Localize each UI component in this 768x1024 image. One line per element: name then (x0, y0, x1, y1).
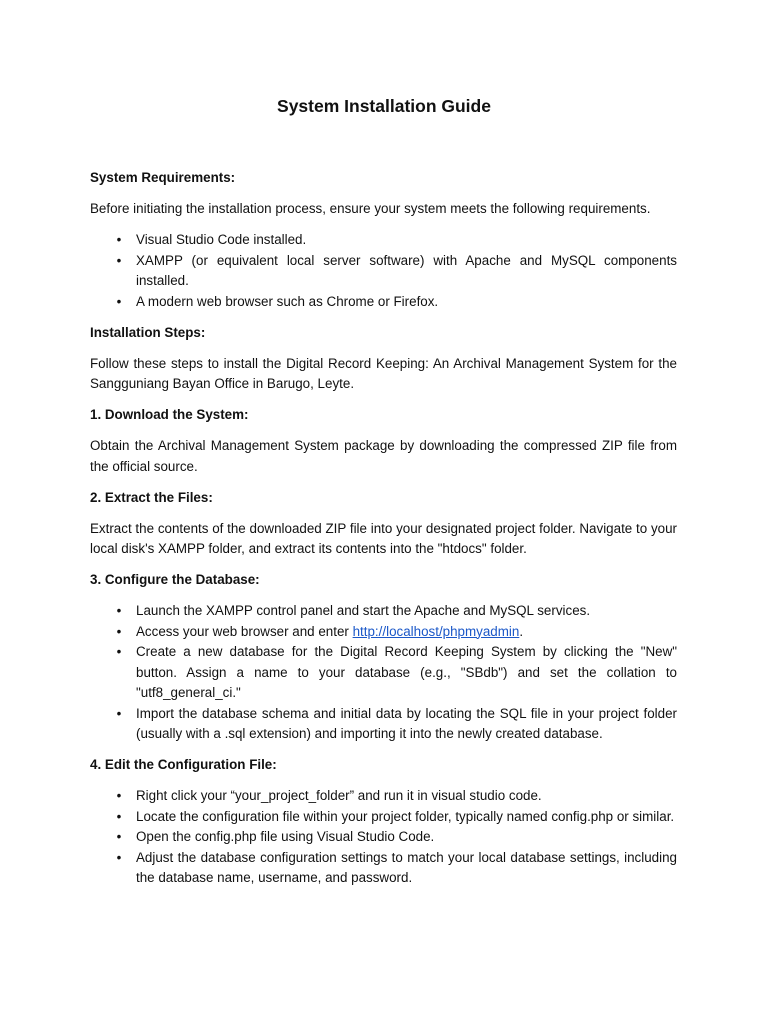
list-item: • Import the database schema and initial data by locating the SQL file in your project folder (usually with a .sql extension) and importing it into the newly created database. (90, 704, 677, 745)
list-item: • Adjust the database configuration settings to match your local database settings, including the database name, username, and password. (90, 848, 677, 889)
step4-heading: 4. Edit the Configuration File: (90, 757, 277, 772)
step2-text: Extract the contents of the downloaded ZIP file into your designated project folder. Navigate to your local disk's XAMPP folder, and extract its contents into the "htdocs" folder. (90, 520, 677, 556)
bullet-icon: • (116, 293, 122, 309)
bullet-icon: • (116, 252, 122, 268)
list-item: • Launch the XAMPP control panel and start the Apache and MySQL services. (90, 601, 677, 622)
step2-heading: 2. Extract the Files: (90, 489, 213, 505)
step3-list (90, 601, 677, 745)
bullet-icon: • (116, 603, 122, 618)
step1-heading: 1. Download the System: (90, 407, 249, 422)
list-item: • Create a new database for the Digital Record Keeping System by clicking the "New" button. Assign a name to your database (e.g., "SBdb") and set the collation to "utf8_general_ci." (90, 642, 677, 704)
installation-intro: Follow these steps to install the Digital Record Keeping: An Archival Management System for the Sangguniang Bayan Office in Barugo, Leyte. (90, 355, 677, 391)
requirements-heading: System Requirements: (90, 170, 236, 185)
requirements-list (90, 230, 677, 312)
list-item: • Access your web browser and enter http://localhost/phpmyadmin. (90, 622, 677, 643)
bullet-icon: • (116, 808, 122, 824)
list-item: • XAMPP (or equivalent local server software) with Apache and MySQL components installed. (90, 251, 677, 292)
bullet-icon: • (116, 705, 122, 721)
step3-heading: 3. Configure the Database: (90, 572, 260, 587)
bullet-icon: • (116, 829, 122, 844)
installation-heading: Installation Steps: (90, 324, 206, 340)
document-title: System Installation Guide (277, 96, 491, 116)
bullet-icon: • (116, 788, 122, 803)
bullet-icon: • (116, 849, 122, 865)
bullet-icon: • (116, 232, 122, 247)
document-body (90, 168, 677, 899)
list-item: • Right click your “your_project_folder” and run it in visual studio code. (90, 786, 677, 807)
list-item: • Open the config.php file using Visual Studio Code. (90, 827, 677, 848)
bullet-icon: • (116, 644, 122, 659)
phpmyadmin-link[interactable]: http://localhost/phpmyadmin (352, 623, 520, 639)
step1-text: Obtain the Archival Management System package by downloading the compressed ZIP file from the official source. (90, 438, 677, 474)
list-item: • A modern web browser such as Chrome or Firefox. (90, 292, 677, 313)
list-item: • Locate the configuration file within your project folder, typically named config.php or similar. (90, 807, 677, 828)
requirements-intro: Before initiating the installation process, ensure your system meets the following requirements. (90, 201, 651, 216)
bullet-icon: • (116, 623, 122, 639)
step4-list (90, 786, 677, 889)
list-item: • Visual Studio Code installed. (90, 230, 677, 251)
